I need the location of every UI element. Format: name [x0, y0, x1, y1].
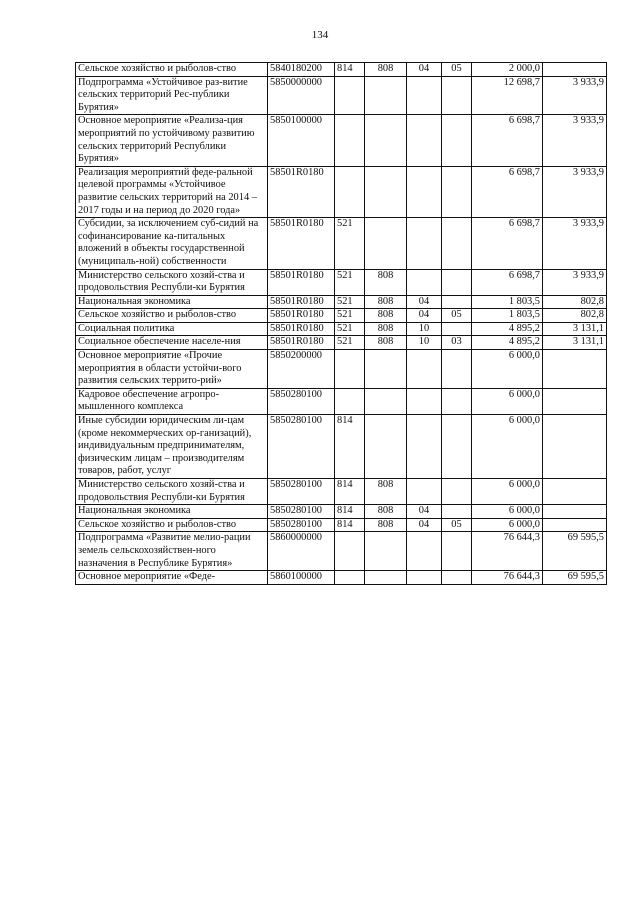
- table-row: [76, 479, 607, 505]
- cell-name: Министерство сельского хозяй-ства и продовольствия Республи-ки Бурятия: [76, 269, 268, 295]
- cell-section: [407, 115, 442, 166]
- cell-ministry: 808: [365, 336, 407, 350]
- cell-target-code: 5850280100: [268, 479, 335, 505]
- cell-ministry: [365, 415, 407, 479]
- cell-expense-type: [335, 388, 365, 414]
- cell-target-code: 5850280100: [268, 415, 335, 479]
- cell-expense-type: 814: [335, 415, 365, 479]
- cell-sum-1: 12 698,7: [472, 76, 543, 115]
- cell-expense-type: 521: [335, 295, 365, 309]
- cell-expense-type: [335, 350, 365, 389]
- cell-expense-type: 521: [335, 322, 365, 336]
- cell-subsection: [442, 115, 472, 166]
- cell-subsection: 03: [442, 336, 472, 350]
- cell-name: Иные субсидии юридическим ли-цам (кроме некоммерческих ор-ганизаций), индивидуальным предпринимателям, физическим лицам – производителям товаров, работ, услуг: [76, 415, 268, 479]
- cell-sum-2: 3 933,9: [543, 76, 607, 115]
- cell-subsection: [442, 269, 472, 295]
- cell-section: [407, 571, 442, 585]
- cell-sum-2: 802,8: [543, 295, 607, 309]
- cell-sum-2: [543, 479, 607, 505]
- cell-sum-2: 3 131,1: [543, 322, 607, 336]
- cell-expense-type: 814: [335, 63, 365, 77]
- cell-sum-1: 6 000,0: [472, 388, 543, 414]
- cell-expense-type: 521: [335, 269, 365, 295]
- table-row: [76, 518, 607, 532]
- cell-target-code: 58501R0180: [268, 269, 335, 295]
- cell-section: 04: [407, 309, 442, 323]
- cell-target-code: 58501R0180: [268, 295, 335, 309]
- cell-section: 04: [407, 505, 442, 519]
- cell-subsection: [442, 479, 472, 505]
- table-row: [76, 295, 607, 309]
- table-row: [76, 218, 607, 269]
- cell-sum-1: 6 698,7: [472, 166, 543, 217]
- cell-ministry: 808: [365, 295, 407, 309]
- cell-ministry: [365, 532, 407, 571]
- cell-subsection: [442, 388, 472, 414]
- cell-target-code: 5850280100: [268, 388, 335, 414]
- cell-expense-type: 814: [335, 479, 365, 505]
- cell-target-code: 58501R0180: [268, 218, 335, 269]
- cell-sum-1: 1 803,5: [472, 309, 543, 323]
- table-row: [76, 350, 607, 389]
- cell-subsection: [442, 350, 472, 389]
- table-row: [76, 166, 607, 217]
- cell-ministry: 808: [365, 479, 407, 505]
- cell-ministry: 808: [365, 269, 407, 295]
- cell-sum-1: 6 000,0: [472, 518, 543, 532]
- cell-subsection: [442, 505, 472, 519]
- cell-expense-type: 814: [335, 505, 365, 519]
- cell-sum-1: 6 000,0: [472, 415, 543, 479]
- cell-sum-1: 76 644,3: [472, 571, 543, 585]
- cell-target-code: 58501R0180: [268, 166, 335, 217]
- cell-subsection: 05: [442, 63, 472, 77]
- page-number: 134: [311, 29, 329, 41]
- cell-sum-2: 3 933,9: [543, 166, 607, 217]
- cell-name: Реализация мероприятий феде-ральной целевой программы «Устойчивое развитие сельских территорий на 2014 – 2017 годы и на период до 2020 года»: [76, 166, 268, 217]
- cell-name: Сельское хозяйство и рыболов-ство: [76, 518, 268, 532]
- cell-name: Сельское хозяйство и рыболов-ство: [76, 63, 268, 77]
- table-row: [76, 505, 607, 519]
- table-row: [76, 415, 607, 479]
- cell-sum-1: 6 698,7: [472, 115, 543, 166]
- cell-target-code: 58501R0180: [268, 336, 335, 350]
- cell-target-code: 5850280100: [268, 505, 335, 519]
- cell-sum-1: 76 644,3: [472, 532, 543, 571]
- cell-subsection: 05: [442, 309, 472, 323]
- cell-section: 10: [407, 322, 442, 336]
- cell-subsection: 05: [442, 518, 472, 532]
- table-row: [76, 388, 607, 414]
- cell-section: [407, 269, 442, 295]
- cell-name: Подпрограмма «Развитие мелио-рации земель сельскохозяйствен-ного назначения в Республике Бурятия»: [76, 532, 268, 571]
- cell-target-code: 5860000000: [268, 532, 335, 571]
- cell-expense-type: 814: [335, 518, 365, 532]
- cell-expense-type: 521: [335, 309, 365, 323]
- cell-section: [407, 479, 442, 505]
- cell-sum-1: 4 895,2: [472, 336, 543, 350]
- cell-sum-2: 69 595,5: [543, 571, 607, 585]
- table-row: [76, 269, 607, 295]
- cell-sum-1: 6 698,7: [472, 269, 543, 295]
- cell-sum-1: 6 000,0: [472, 505, 543, 519]
- cell-expense-type: 521: [335, 336, 365, 350]
- cell-section: [407, 415, 442, 479]
- cell-sum-2: 3 933,9: [543, 115, 607, 166]
- cell-sum-2: [543, 518, 607, 532]
- cell-target-code: 5850000000: [268, 76, 335, 115]
- table-row: [76, 115, 607, 166]
- cell-sum-1: 6 698,7: [472, 218, 543, 269]
- cell-ministry: 808: [365, 505, 407, 519]
- cell-expense-type: [335, 532, 365, 571]
- cell-name: Сельское хозяйство и рыболов-ство: [76, 309, 268, 323]
- table-row: [76, 309, 607, 323]
- table-row: [76, 63, 607, 77]
- cell-target-code: 5850100000: [268, 115, 335, 166]
- cell-subsection: [442, 322, 472, 336]
- cell-name: Подпрограмма «Устойчивое раз-витие сельских территорий Рес-публики Бурятия»: [76, 76, 268, 115]
- cell-section: [407, 532, 442, 571]
- cell-sum-1: 1 803,5: [472, 295, 543, 309]
- cell-section: [407, 388, 442, 414]
- cell-name: Основное мероприятие «Прочие мероприятия в области устойчи-вого развития сельских террито-рий»: [76, 350, 268, 389]
- cell-sum-1: 4 895,2: [472, 322, 543, 336]
- cell-subsection: [442, 415, 472, 479]
- cell-ministry: 808: [365, 63, 407, 77]
- budget-table: [75, 62, 607, 585]
- cell-target-code: 5840180200: [268, 63, 335, 77]
- cell-name: Министерство сельского хозяй-ства и продовольствия Республи-ки Бурятия: [76, 479, 268, 505]
- table-row: [76, 532, 607, 571]
- cell-ministry: [365, 571, 407, 585]
- cell-ministry: [365, 166, 407, 217]
- table-row: [76, 322, 607, 336]
- cell-sum-2: [543, 505, 607, 519]
- cell-subsection: [442, 218, 472, 269]
- cell-expense-type: [335, 76, 365, 115]
- cell-subsection: [442, 76, 472, 115]
- cell-expense-type: 521: [335, 218, 365, 269]
- cell-ministry: [365, 76, 407, 115]
- cell-ministry: [365, 388, 407, 414]
- cell-name: Национальная экономика: [76, 505, 268, 519]
- cell-subsection: [442, 532, 472, 571]
- cell-subsection: [442, 571, 472, 585]
- cell-name: Социальное обеспечение населе-ния: [76, 336, 268, 350]
- cell-ministry: [365, 115, 407, 166]
- cell-section: 04: [407, 295, 442, 309]
- cell-sum-2: 3 933,9: [543, 218, 607, 269]
- cell-expense-type: [335, 115, 365, 166]
- cell-section: [407, 76, 442, 115]
- cell-sum-2: [543, 350, 607, 389]
- cell-sum-2: [543, 415, 607, 479]
- cell-sum-2: 3 933,9: [543, 269, 607, 295]
- cell-sum-1: 6 000,0: [472, 350, 543, 389]
- cell-name: Социальная политика: [76, 322, 268, 336]
- table-row: [76, 336, 607, 350]
- cell-subsection: [442, 295, 472, 309]
- cell-ministry: 808: [365, 309, 407, 323]
- cell-target-code: 58501R0180: [268, 322, 335, 336]
- cell-name: Основное мероприятие «Феде-: [76, 571, 268, 585]
- cell-ministry: 808: [365, 518, 407, 532]
- cell-sum-2: [543, 63, 607, 77]
- cell-section: 04: [407, 518, 442, 532]
- cell-target-code: 5850280100: [268, 518, 335, 532]
- cell-sum-1: 2 000,0: [472, 63, 543, 77]
- cell-sum-2: 802,8: [543, 309, 607, 323]
- cell-name: Основное мероприятие «Реализа-ция мероприятий по устойчивому развитию сельских территорий Республики Бурятия»: [76, 115, 268, 166]
- cell-expense-type: [335, 571, 365, 585]
- cell-section: 04: [407, 63, 442, 77]
- cell-sum-2: 3 131,1: [543, 336, 607, 350]
- cell-section: [407, 350, 442, 389]
- cell-name: Кадровое обеспечение агропро-мышленного комплекса: [76, 388, 268, 414]
- cell-section: [407, 166, 442, 217]
- cell-target-code: 5860100000: [268, 571, 335, 585]
- cell-subsection: [442, 166, 472, 217]
- cell-target-code: 5850200000: [268, 350, 335, 389]
- cell-section: [407, 218, 442, 269]
- cell-target-code: 58501R0180: [268, 309, 335, 323]
- cell-name: Субсидии, за исключением суб-сидий на софинансирование ка-питальных вложений в объекты государственной (муниципаль-ной) собственности: [76, 218, 268, 269]
- cell-ministry: 808: [365, 322, 407, 336]
- cell-sum-1: 6 000,0: [472, 479, 543, 505]
- table-row: [76, 76, 607, 115]
- cell-sum-2: [543, 388, 607, 414]
- cell-ministry: [365, 350, 407, 389]
- table-row: [76, 571, 607, 585]
- cell-section: 10: [407, 336, 442, 350]
- cell-ministry: [365, 218, 407, 269]
- cell-name: Национальная экономика: [76, 295, 268, 309]
- cell-expense-type: [335, 166, 365, 217]
- cell-sum-2: 69 595,5: [543, 532, 607, 571]
